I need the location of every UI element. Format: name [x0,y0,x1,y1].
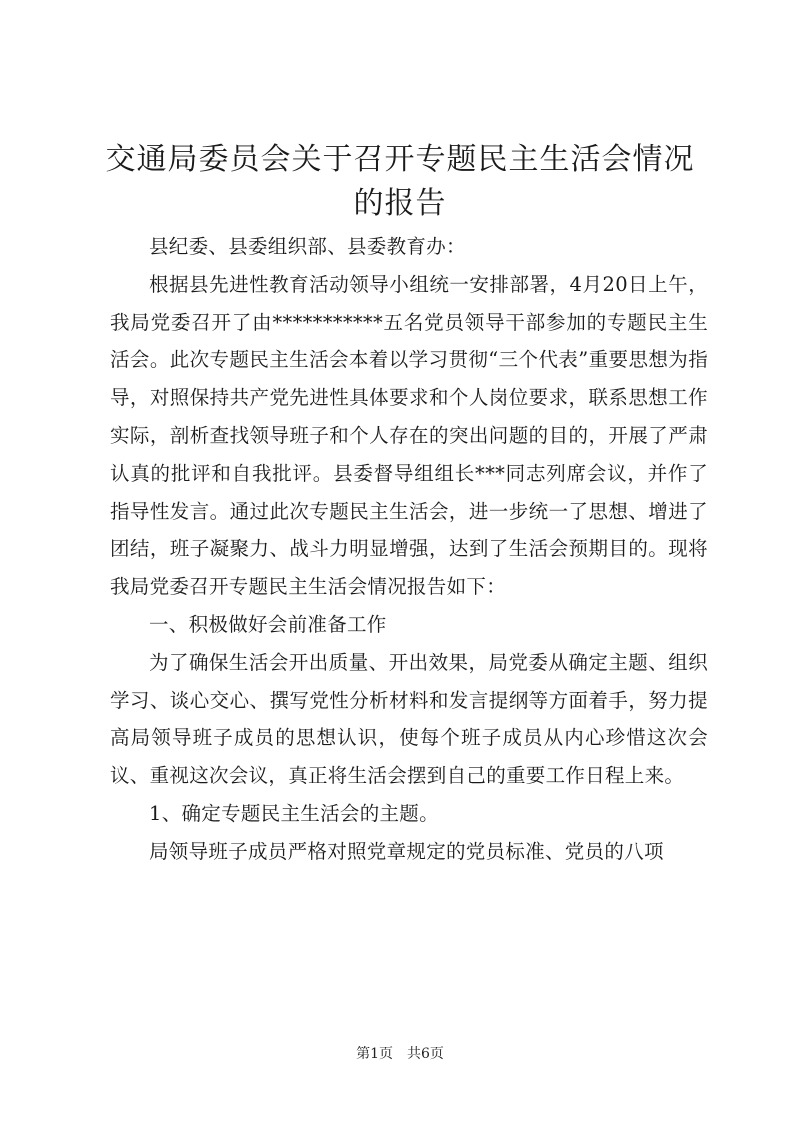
paragraph-intro: 根据县先进性教育活动领导小组统一安排部署，4月20日上午，我局党委召开了由***********五名党员领导干部参加的专题民主生活会。此次专题民主生活会本着以学习贯彻“三个代表”重要思想为指导，对照保持共产党先进性具体要求和个人岗位要求，联系思想工作实际，剖析查找领导班子和个人存在的突出问题的目的，开展了严肃认真的批评和自我批评。县委督导组组长***同志列席会议，并作了指导性发言。通过此次专题民主生活会，进一步统一了思想、增进了团结，班子凝聚力、战斗力明显增强，达到了生活会预期目的。现将我局党委召开专题民主生活会情况报告如下： [110,272,708,599]
document-body [110,228,708,871]
subsection-heading: 1、确定专题民主生活会的主题。 [149,801,439,825]
page-number: 第1页 [356,1046,393,1062]
section-heading: 一、积极做好会前准备工作 [149,612,387,636]
document-title: 交通局委员会关于召开专题民主生活会情况的报告 [105,142,695,221]
salutation: 县纪委、县委组织部、县委教育办： [149,235,466,258]
page-footer [0,1044,800,1064]
page-total: 共6页 [407,1046,444,1062]
paragraph-preparation: 为了确保生活会开出质量、开出效果，局党委从确定主题、组织学习、谈心交心、撰写党性分析材料和发言提纲等方面着手，努力提高局领导班子成员的思想认识，使每个班子成员从内心珍惜这次会议、重视这次会议，真正将生活会摆到自己的重要工作日程上来。 [110,650,708,788]
paragraph-continuation: 局领导班子成员严格对照党章规定的党员标准、党员的八项 [149,839,664,863]
